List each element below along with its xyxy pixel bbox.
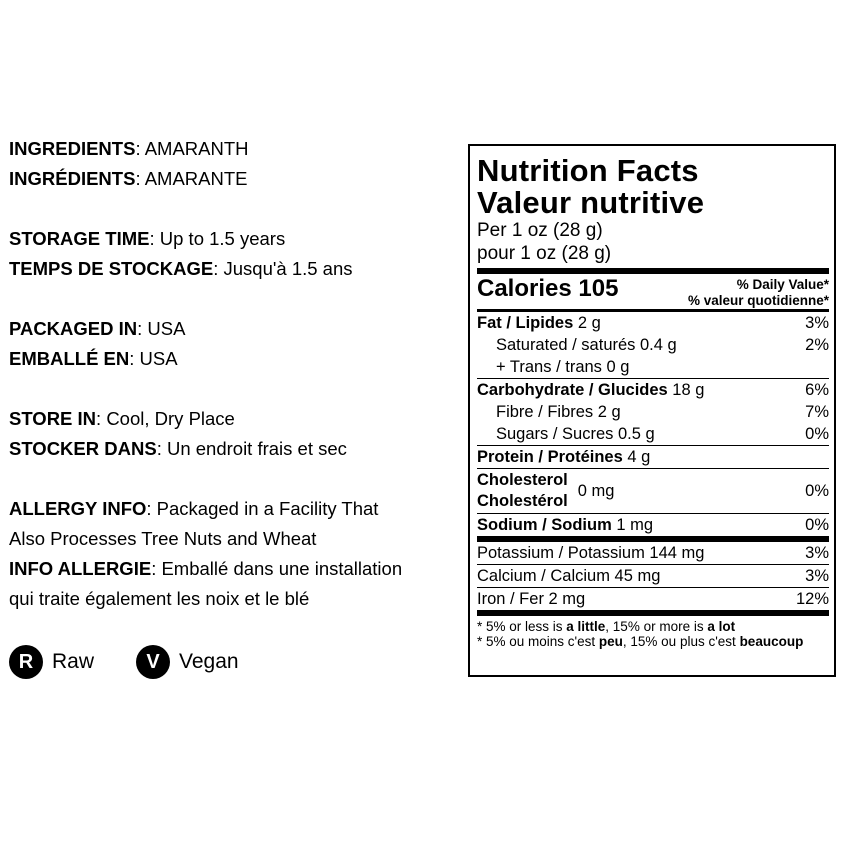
fat-row: Fat / Lipides 2 g 3% (477, 314, 829, 332)
storage-time-en: STORAGE TIME: Up to 1.5 years (9, 228, 286, 249)
ingredients-fr: INGRÉDIENTS: AMARANTE (9, 168, 248, 189)
potassium-row: Potassium / Potassium 144 mg 3% (477, 544, 829, 562)
raw-label: Raw (52, 650, 95, 673)
storage-time-fr: TEMPS DE STOCKAGE: Jusqu'à 1.5 ans (9, 258, 353, 279)
cholesterol-row: Cholesterol Cholestérol 0 mg 0% (477, 471, 829, 510)
packaged-in-fr: EMBALLÉ EN: USA (9, 348, 178, 369)
calories-label: Calories 105 (477, 275, 619, 302)
nutrition-title-en: Nutrition Facts (477, 153, 699, 188)
nutrition-title-fr: Valeur nutritive (477, 185, 705, 220)
raw-badge (9, 645, 94, 679)
store-in-en: STORE IN: Cool, Dry Place (9, 408, 235, 429)
footnote (477, 616, 829, 649)
footnote-fr: * 5% ou moins c'est peu, 15% ou plus c'est beaucoup (477, 634, 804, 649)
allergy-info-en: ALLERGY INFO: Packaged in a Facility That (9, 498, 379, 519)
calcium-row: Calcium / Calcium 45 mg 3% (477, 567, 829, 585)
serving-size-en: Per 1 oz (28 g) (477, 220, 603, 241)
footnote-en: * 5% or less is a little, 15% or more is a lot (477, 619, 736, 634)
allergy-info-fr: INFO ALLERGIE: Emballé dans une installation (9, 558, 403, 579)
calories-row (477, 274, 829, 309)
trans-row: + Trans / trans 0 g (496, 358, 630, 376)
saturated-row: Saturated / saturés 0.4 g 2% (496, 336, 829, 354)
allergy-info-en-cont: Also Processes Tree Nuts and Wheat (9, 528, 317, 549)
daily-value-header: % Daily Value* % valeur quotidienne* (687, 277, 829, 308)
vegan-label: Vegan (179, 650, 239, 673)
serving-size-fr: pour 1 oz (28 g) (477, 243, 612, 264)
store-in-fr: STOCKER DANS: Un endroit frais et sec (9, 438, 347, 459)
packaged-in-en: PACKAGED IN: USA (9, 318, 186, 339)
vegan-badge (136, 645, 239, 679)
nutrition-facts-table (468, 144, 836, 677)
ingredients-en: INGREDIENTS: AMARANTH (9, 138, 249, 159)
iron-row: Iron / Fer 2 mg 12% (477, 590, 829, 608)
sugars-row: Sugars / Sucres 0.5 g 0% (496, 425, 829, 443)
protein-row: Protein / Protéines 4 g (477, 448, 651, 466)
product-info (9, 134, 464, 614)
allergy-info-fr-cont: qui traite également les noix et le blé (9, 588, 310, 609)
sodium-row: Sodium / Sodium 1 mg 0% (477, 516, 829, 534)
raw-icon: R (9, 645, 43, 679)
fibre-row: Fibre / Fibres 2 g 7% (496, 403, 829, 421)
vegan-icon: V (136, 645, 170, 679)
diet-badges (9, 645, 281, 679)
carbohydrate-row: Carbohydrate / Glucides 18 g 6% (477, 381, 829, 399)
